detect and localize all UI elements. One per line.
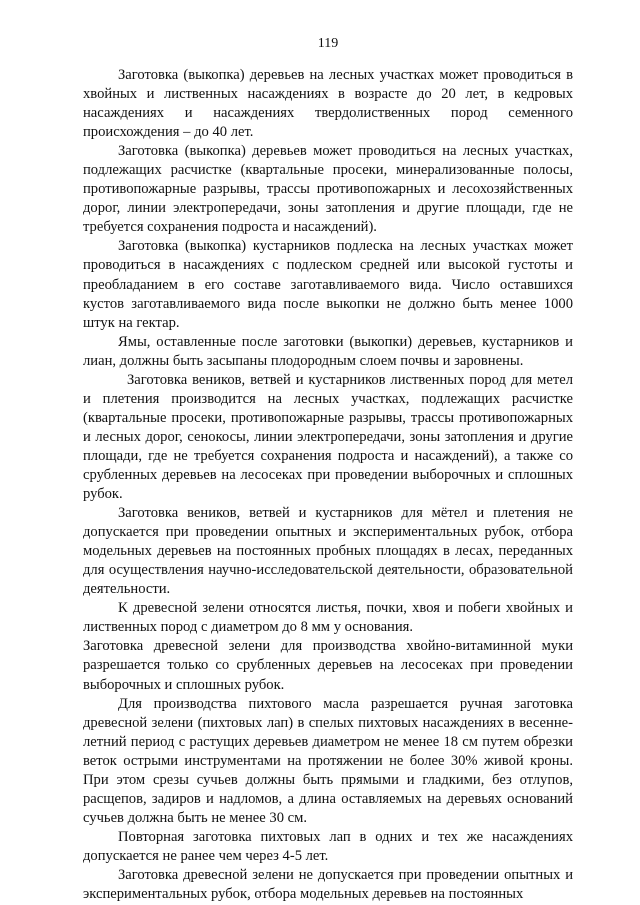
paragraph-fir-oil: Для производства пихтового масла разрешается ручная заготовка древесной зелени (пихтовых лап) в спелых пихтовых насаждениях в весенне-летний период с растущих деревьев диаметром не менее 18 см путем обрезки веток острыми инструментами на протяжении не более 30% живой кроны. При этом срезы сучьев должны быть прямыми и гладкими, без отлупов, расщепов, задиров и надломов, а длина оставляемых на деревьях оснований сучьев должна быть не менее 30 см. bbox=[83, 695, 573, 826]
page-number: 119 bbox=[317, 36, 339, 51]
paragraph-greenery-definition: К древесной зелени относятся листья, почки, хвоя и побеги хвойных и лиственных пород с диаметром до 8 мм у основания. bbox=[83, 600, 573, 636]
paragraph-tree-digging-age: Заготовка (выкопка) деревьев на лесных участках может проводиться в хвойных и лиственных насаждениях в возрасте до 20 лет, в кедровых насаждениях и насаждениях твердолиственных пород семенного происхождения – до 40 лет. bbox=[83, 67, 573, 141]
paragraph-tree-digging-clearing: Заготовка (выкопка) деревьев может проводиться на лесных участках, подлежащих расчистке (квартальные просеки, минерализованные полосы, противопожарные разрывы, трассы противопожарных и лесохозяйственных дорог, линии электропередачи, зоны затопления и другие площади, где не требуется сохранения подроста и насаждений). bbox=[83, 143, 573, 236]
paragraph-brooms-harvesting: Заготовка веников, ветвей и кустарников лиственных пород для метел и плетения производится на лесных участках, подлежащих расчистке (квартальные просеки, противопожарные разрывы, трассы противопожарных и лесных дорог, сенокосы, линии электропередачи, зоны затопления и другие площади, где не требуется сохранения подроста и насаждений), а также со срубленных деревьев на лесосеках при проведении выборочных и сплошных рубок. bbox=[83, 371, 573, 503]
paragraph-greenery-prohibition: Заготовка древесной зелени не допускается при проведении опытных и экспериментальных рубок, отбора модельных деревьев на постоянных bbox=[83, 866, 573, 903]
paragraph-pit-filling: Ямы, оставленные после заготовки (выкопки) деревьев, кустарников и лиан, должны быть засыпаны плодородным слоем почвы и заровнены. bbox=[83, 333, 573, 369]
paragraph-shrub-digging: Заготовка (выкопка) кустарников подлеска на лесных участках может проводиться в насаждениях с подлеском средней или высокой густоты и преобладанием в его составе заготавливаемого вида. Число оставшихся кустов заготавливаемого вида после выкопки не должно быть менее 1000 штук на гектар. bbox=[83, 238, 573, 331]
paragraph-vitamin-flour: Заготовка древесной зелени для производства хвойно-витаминной муки разрешается только со срубленных деревьев на лесосеках при проведении выборочных и сплошных рубок. bbox=[83, 638, 573, 693]
document-page bbox=[83, 34, 573, 904]
paragraph-fir-repeat: Повторная заготовка пихтовых лап в одних и тех же насаждениях допускается не ранее чем через 4-5 лет. bbox=[83, 828, 573, 864]
paragraph-brooms-prohibition: Заготовка веников, ветвей и кустарников для мётел и плетения не допускается при проведении опытных и экспериментальных рубок, отбора модельных деревьев на постоянных пробных площадях в лесах, переданных для осуществления научно-исследовательской деятельности, образовательной деятельности. bbox=[83, 505, 573, 598]
